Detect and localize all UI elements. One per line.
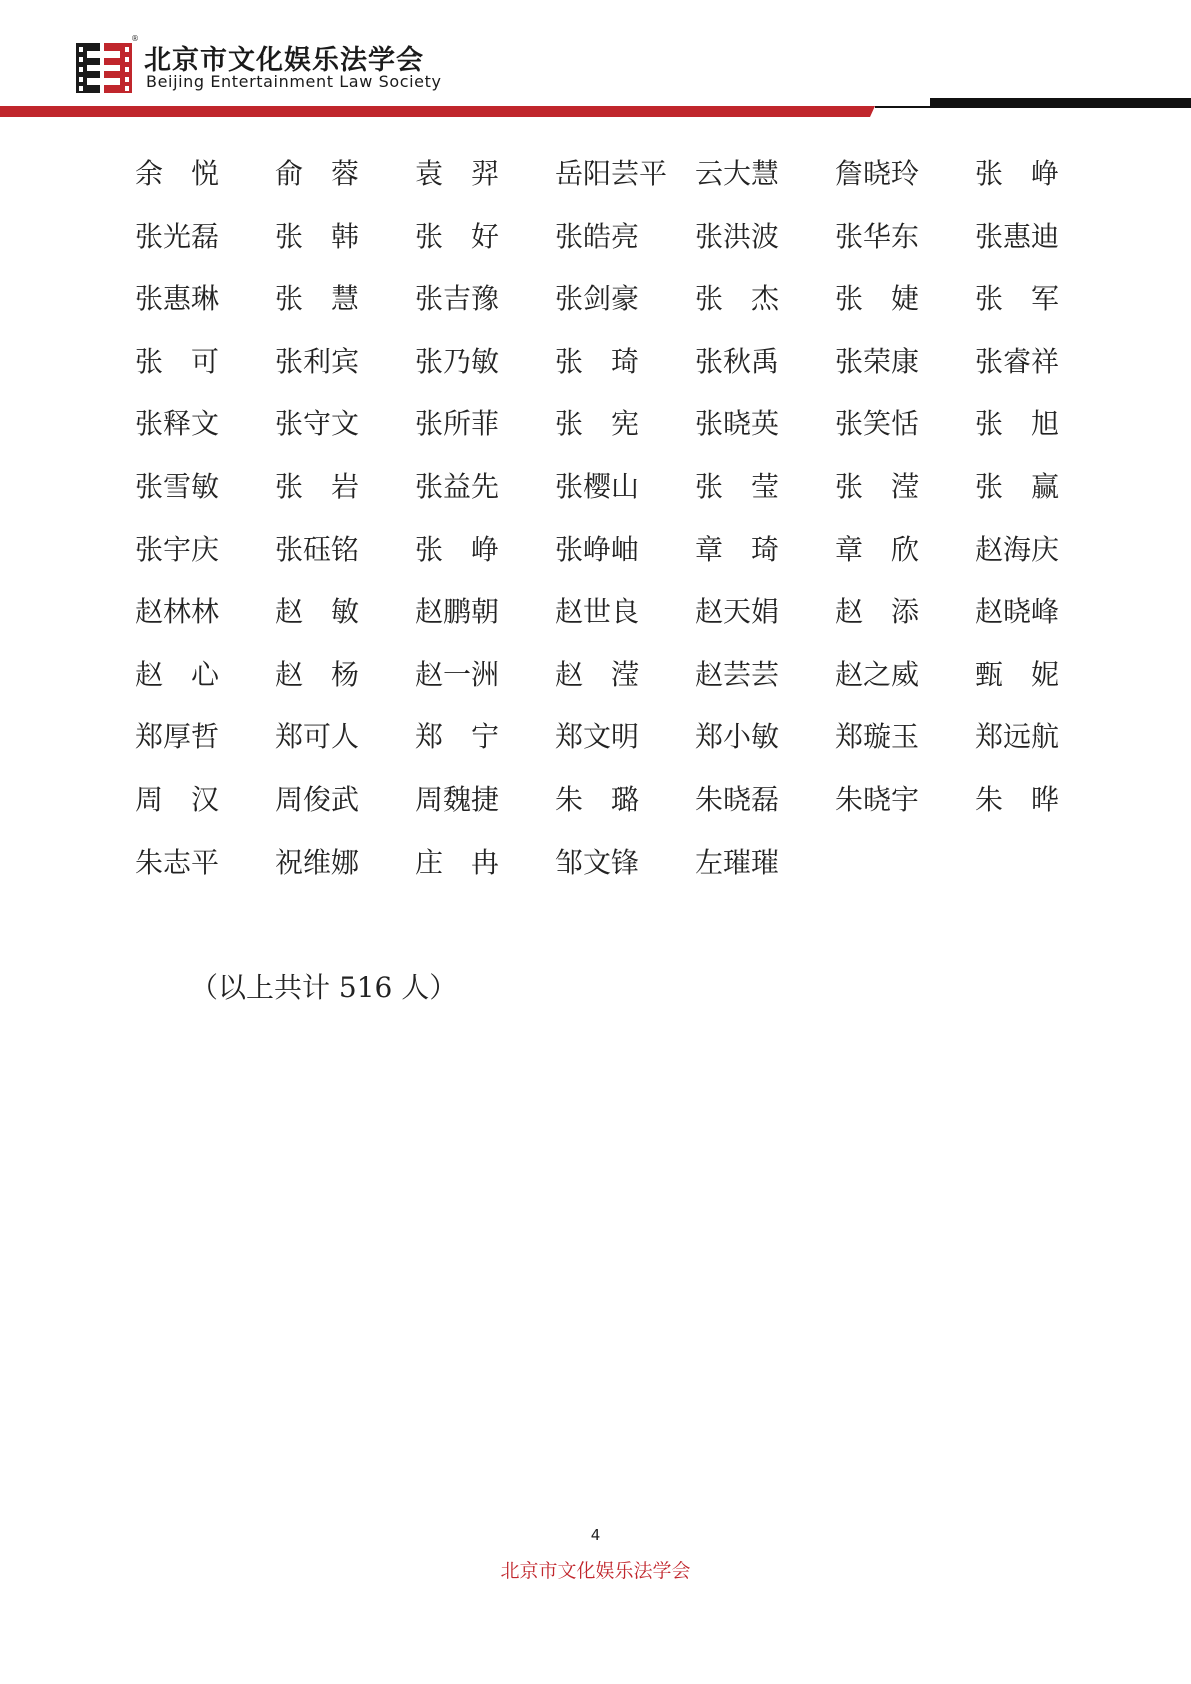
member-name: 章 欣 [835, 532, 920, 566]
member-name: 张宇庆 [135, 532, 220, 566]
member-name: 张惠琳 [135, 282, 220, 316]
member-name: 岳阳芸平 [555, 157, 668, 190]
member-name: 张利宾 [275, 344, 360, 378]
member-name: 朱 璐 [555, 782, 640, 816]
member-name: 张 可 [135, 344, 220, 378]
member-name: 赵晓峰 [975, 595, 1060, 629]
org-name-en: Beijing Entertainment Law Society [146, 72, 442, 91]
member-name: 郑文明 [555, 720, 640, 754]
member-name: 张释文 [135, 407, 220, 441]
member-name: 张剑豪 [555, 282, 640, 316]
footer-org-name: 北京市文化娱乐法学会 [500, 1560, 691, 1582]
member-name: 张 岩 [275, 469, 360, 503]
member-name: 张光磊 [135, 219, 220, 253]
member-name: 张砡铭 [275, 532, 360, 566]
member-name: 张 峥 [415, 532, 500, 566]
member-name: 张 韩 [275, 219, 360, 253]
member-name: 张 琦 [555, 344, 640, 378]
member-name: 左璀璀 [695, 845, 780, 879]
member-name: 张益先 [415, 469, 500, 503]
member-name: 郑远航 [975, 720, 1060, 754]
member-name: 张皓亮 [555, 219, 640, 253]
member-name: 张 慧 [275, 282, 360, 316]
member-name: 赵鹏朝 [415, 595, 500, 629]
member-name: 赵 滢 [555, 657, 640, 691]
page-number: 4 [590, 1526, 601, 1544]
member-name: 周 汉 [135, 782, 220, 816]
member-name: 张乃敏 [415, 344, 500, 378]
member-name: 张笑恬 [835, 407, 920, 441]
member-name: 朱晓磊 [695, 782, 780, 816]
member-name: 赵 敏 [275, 595, 360, 629]
member-name: 赵之威 [835, 657, 920, 691]
page-header [0, 0, 1191, 125]
member-name: 邹文锋 [555, 845, 640, 879]
member-name: 张 滢 [835, 469, 920, 503]
member-name: 赵世良 [555, 595, 640, 629]
member-name: 周俊武 [275, 782, 360, 816]
member-name: 朱志平 [135, 845, 220, 879]
member-name: 赵天娟 [695, 595, 780, 629]
member-name: 赵林林 [135, 595, 220, 629]
member-name: 朱 晔 [975, 782, 1060, 816]
member-name: 赵一洲 [415, 657, 500, 691]
member-name: 张晓英 [695, 407, 780, 441]
member-name: 郑厚哲 [135, 720, 220, 754]
member-name: 张 旭 [975, 407, 1060, 441]
member-name: 张雪敏 [135, 469, 220, 503]
member-name: 赵芸芸 [695, 657, 780, 691]
member-name: 郑璇玉 [835, 720, 920, 754]
member-name: 周魏捷 [415, 782, 500, 816]
member-name: 张 婕 [835, 282, 920, 316]
member-name: 张守文 [275, 407, 360, 441]
header-rule [0, 98, 1191, 122]
member-name: 郑可人 [275, 720, 360, 754]
member-name: 赵 心 [135, 657, 220, 691]
member-name: 张 宪 [555, 407, 640, 441]
member-name: 张峥岫 [555, 532, 640, 566]
member-name: 张秋禹 [695, 344, 780, 378]
member-name: 俞 蓉 [275, 157, 360, 190]
member-name: 赵海庆 [975, 532, 1060, 566]
member-name: 祝维娜 [275, 845, 360, 879]
member-name: 郑 宁 [415, 720, 500, 754]
member-name: 云大慧 [695, 157, 780, 190]
member-names-grid [135, 150, 1075, 901]
member-name: 张荣康 [835, 344, 920, 378]
member-name: 张 军 [975, 282, 1060, 316]
member-name: 张吉豫 [415, 282, 500, 316]
member-name: 张 杰 [695, 282, 780, 316]
total-count: （以上共计 516 人） [190, 971, 458, 1004]
member-name: 甄 妮 [975, 657, 1060, 691]
member-name: 郑小敏 [695, 720, 780, 754]
member-name: 张洪波 [695, 219, 780, 253]
member-name: 詹晓玲 [835, 157, 920, 190]
member-name: 余 悦 [135, 157, 220, 190]
member-name: 庄 冉 [415, 845, 500, 879]
member-name: 张华东 [835, 219, 920, 253]
member-name: 章 琦 [695, 532, 780, 566]
member-name: 张睿祥 [975, 344, 1060, 378]
registered-mark: ® [131, 34, 139, 43]
member-name: 朱晓宇 [835, 782, 920, 816]
member-name: 张惠迪 [975, 219, 1060, 253]
org-name-cn: 北京市文化娱乐法学会 [144, 45, 424, 76]
member-name: 张 赢 [975, 469, 1060, 503]
member-name: 张 峥 [975, 157, 1060, 190]
member-name: 张樱山 [555, 469, 640, 503]
member-name: 赵 杨 [275, 657, 360, 691]
member-name: 赵 添 [835, 595, 920, 629]
member-name: 张 莹 [695, 469, 780, 503]
member-name: 张 好 [415, 219, 500, 253]
film-strip-e-logo-icon [76, 43, 132, 93]
member-name: 袁 羿 [415, 157, 500, 190]
member-name: 张所菲 [415, 407, 500, 441]
